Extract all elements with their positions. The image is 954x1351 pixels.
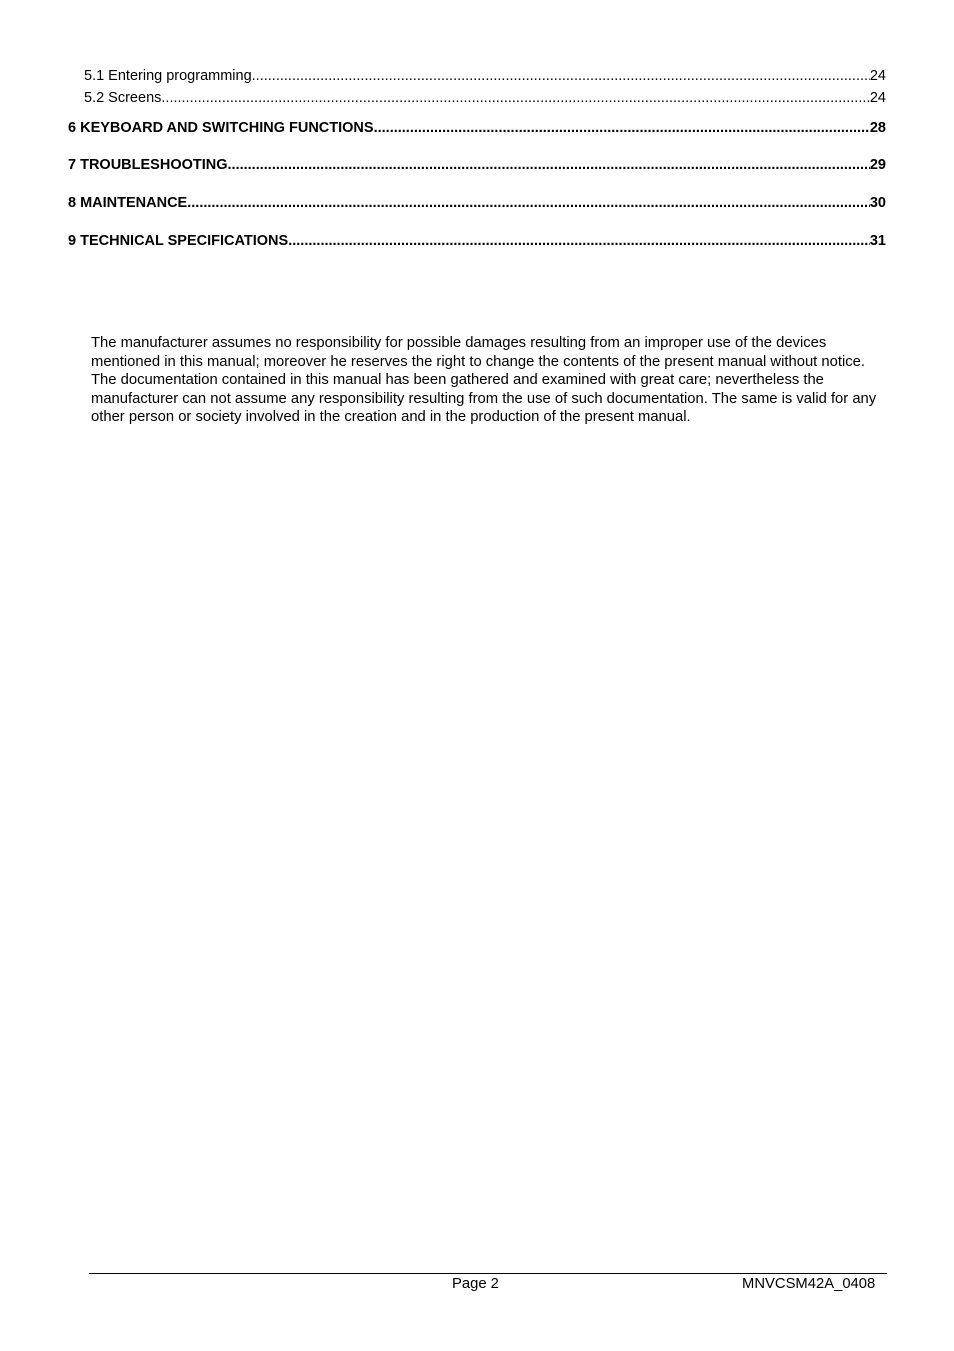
toc-dot-leader	[161, 90, 869, 106]
toc-entry-label: 9 TECHNICAL SPECIFICATIONS	[68, 233, 289, 249]
toc-entry-label: 5.1 Entering programming	[84, 68, 252, 84]
toc-entry-label: 6 KEYBOARD AND SWITCHING FUNCTIONS	[68, 120, 374, 136]
toc-entry-page: 29	[869, 157, 886, 173]
toc-entry-label: 8 MAINTENANCE	[68, 195, 188, 211]
toc-entry-label: 7 TROUBLESHOOTING	[68, 157, 228, 173]
toc-entry-7[interactable]	[68, 157, 886, 173]
toc-dot-leader	[187, 195, 870, 211]
toc-dot-leader	[288, 233, 870, 249]
footer-document-code: MNVCSM42A_0408	[742, 1276, 876, 1292]
toc-entry-page: 30	[869, 195, 886, 211]
toc-dot-leader	[228, 157, 870, 173]
toc-dot-leader	[374, 120, 870, 136]
toc-entry-9[interactable]	[68, 233, 886, 249]
disclaimer-paragraph: The manufacturer assumes no responsibility for possible damages resulting from an improper use of the devices mentioned in this manual; moreover he reserves the right to change the contents of the present manual without notice. The documentation contained in this manual has been gathered and examined with great care; nevertheless the manufacturer can not assume any responsibility resulting from the use of such documentation. The same is valid for any other person or society involved in the creation and in the production of the present manual.	[91, 335, 877, 426]
toc-entry-label: 5.2 Screens	[84, 90, 162, 106]
toc-entry-page: 28	[869, 120, 886, 136]
footer-page-number: Page 2	[452, 1276, 499, 1292]
toc-entry-page: 24	[869, 68, 886, 84]
toc-entry-5-2[interactable]	[84, 90, 886, 106]
toc-entry-5-1[interactable]	[84, 68, 886, 84]
footer-divider	[89, 1273, 887, 1274]
toc-entry-6[interactable]	[68, 120, 886, 136]
toc-entry-page: 24	[869, 90, 886, 106]
toc-entry-8[interactable]	[68, 195, 886, 211]
toc-dot-leader	[252, 68, 870, 84]
toc-entry-page: 31	[869, 233, 886, 249]
